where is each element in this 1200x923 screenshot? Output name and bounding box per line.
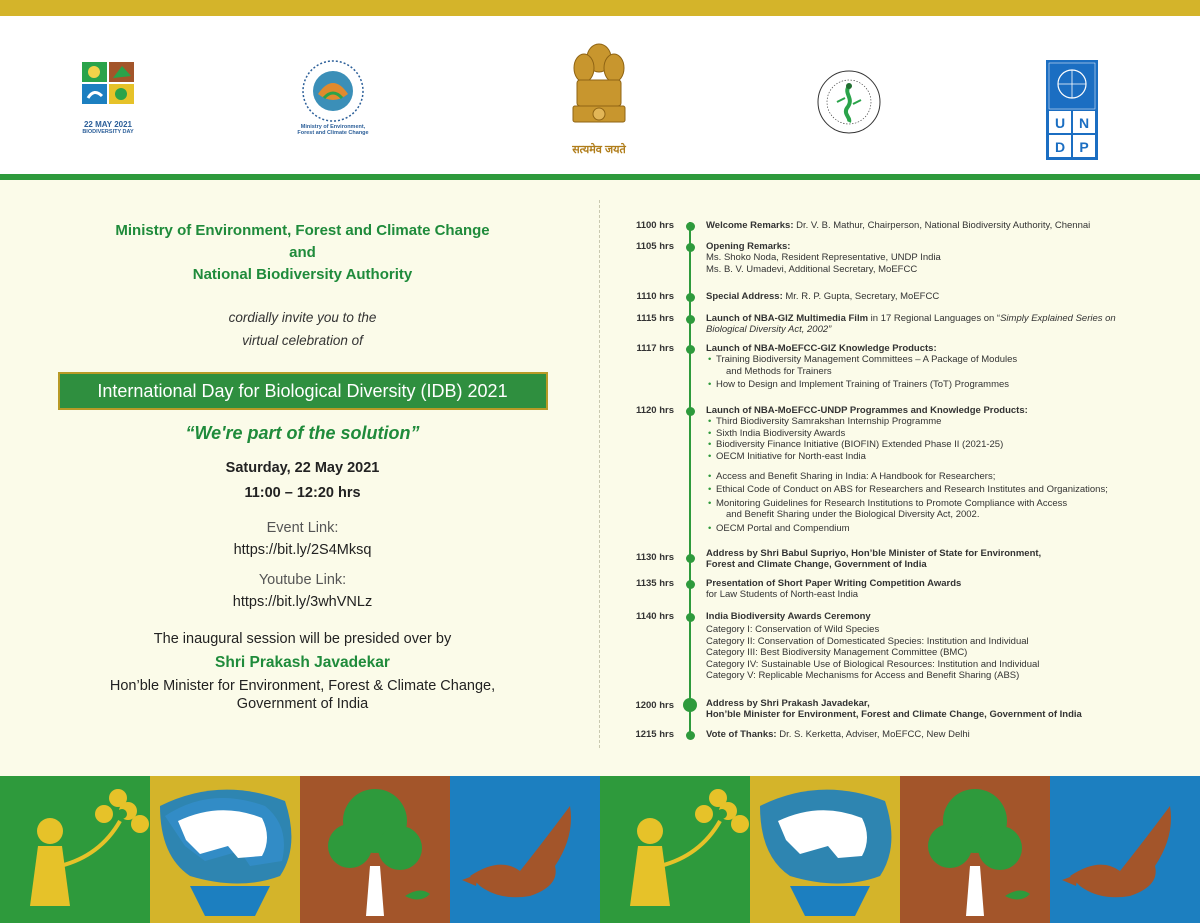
item-bullet: • OECM Initiative for North-east India xyxy=(706,451,1196,462)
item-line: Forest and Climate Change, Government of India xyxy=(706,559,927,571)
award-category: Category I: Conservation of Wild Species xyxy=(706,624,880,636)
moefcc-caption-2: Forest and Climate Change xyxy=(297,130,369,137)
item-time: 1110 hrs xyxy=(636,291,674,302)
timeline-dot xyxy=(686,222,695,231)
item-time: 1135 hrs xyxy=(635,578,674,589)
item-line: Ms. Shoko Noda, Resident Representative, UNDP India xyxy=(706,252,941,264)
invite-line-1: cordially invite you to the xyxy=(228,310,377,325)
event-link[interactable]: https://bit.ly/2S4Mksq xyxy=(233,542,372,558)
idb-logo-name: BIODIVERSITY DAY xyxy=(82,129,134,135)
item-time: 1200 hrs xyxy=(635,700,674,711)
event-time: 11:00 – 12:20 hrs xyxy=(244,485,361,501)
item-text: Dr. V. B. Mathur, Chairperson, National Biodiversity Authority, Chennai xyxy=(793,220,1091,231)
column-divider xyxy=(599,200,600,748)
award-category: Category IV: Sustainable Use of Biological Resources: Institution and Individual xyxy=(706,658,1040,670)
award-category: Category V: Replicable Mechanisms for Access and Benefit Sharing (ABS) xyxy=(706,670,1020,682)
item-title: Welcome Remarks: xyxy=(706,220,794,231)
item-italic: Biological Diversity Act, 2002” xyxy=(706,324,832,336)
item-title: Launch of NBA-MoEFCC-UNDP Programmes and Knowledge Products: xyxy=(706,405,1028,416)
presider-title-1: Hon’ble Minister for Environment, Forest & Climate Change, xyxy=(109,678,496,694)
item-title: Launch of NBA-GIZ Multimedia Film xyxy=(706,313,869,324)
timeline-dot xyxy=(686,613,695,622)
idb-logo-date: 22 MAY 2021 xyxy=(83,120,133,129)
biodiversity-artwork xyxy=(0,776,1200,923)
item-bullet-cont: and Methods for Trainers xyxy=(726,365,832,377)
item-time: 1140 hrs xyxy=(635,611,674,622)
item-line: Hon’ble Minister for Environment, Forest and Climate Change, Government of India xyxy=(706,709,1082,721)
presider-title-2: Government of India xyxy=(236,696,369,712)
invite-line-2: virtual celebration of xyxy=(242,333,363,348)
invitation-panel xyxy=(40,200,565,713)
item-line: Ms. B. V. Umadevi, Additional Secretary, MoEFCC xyxy=(706,263,918,275)
undp-letter-p: P xyxy=(1079,139,1089,155)
event-title-banner: International Day for Biological Diversity (IDB) 2021 xyxy=(58,372,548,410)
item-bullet: • Access and Benefit Sharing in India: A Handbook for Researchers; xyxy=(706,471,1196,482)
item-time: 1100 hrs xyxy=(635,220,674,231)
undp-letter-n: N xyxy=(1078,115,1090,131)
org-line-1: Ministry of Environment, Forest and Climate Change xyxy=(115,222,490,239)
org-line-2: and xyxy=(289,244,316,261)
item-bullet: • Third Biodiversity Samrakshan Internship Programme xyxy=(706,416,1196,427)
timeline-dot xyxy=(686,293,695,302)
item-time: 1105 hrs xyxy=(635,241,674,252)
undp-mark-icon xyxy=(1046,60,1098,160)
presided-text: The inaugural session will be presided over by xyxy=(153,631,452,647)
item-text: Dr. S. Kerketta, Adviser, MoEFCC, New Delhi xyxy=(776,729,970,740)
item-time: 1215 hrs xyxy=(635,729,674,740)
undp-letter-u: U xyxy=(1054,115,1066,131)
item-title: India Biodiversity Awards Ceremony xyxy=(706,611,871,622)
item-bullet: • How to Design and Implement Training of Trainers (ToT) Programmes xyxy=(706,379,1196,390)
award-category: Category II: Conservation of Domesticated Species: Institution and Individual xyxy=(706,635,1029,647)
item-time: 1115 hrs xyxy=(636,313,674,324)
item-title: Special Address: xyxy=(706,291,783,302)
presider-name: Shri Prakash Javadekar xyxy=(215,654,390,671)
item-bullet: • Ethical Code of Conduct on ABS for Researchers and Research Institutes and Organizations; xyxy=(706,484,1196,495)
nba-logo xyxy=(814,68,884,136)
moefcc-logo xyxy=(296,58,370,137)
award-category: Category III: Best Biodiversity Management Committee (BMC) xyxy=(706,647,968,659)
timeline-dot xyxy=(686,731,695,740)
item-italic: Simply Explained Series on xyxy=(1000,313,1116,324)
timeline-dot xyxy=(686,407,695,416)
timeline-dot xyxy=(683,698,697,712)
logo-band xyxy=(0,16,1200,174)
timeline-dot xyxy=(686,345,695,354)
artwork-set-2 xyxy=(600,776,1200,923)
lion-capital-icon xyxy=(567,40,631,140)
event-date: Saturday, 22 May 2021 xyxy=(225,460,380,476)
moefcc-emblem-icon xyxy=(300,58,366,124)
idb-logo-icon xyxy=(80,60,136,120)
timeline-dot xyxy=(686,554,695,563)
item-text: in 17 Regional Languages on “ xyxy=(868,313,1001,324)
item-title: Vote of Thanks: xyxy=(706,729,777,740)
item-title: Opening Remarks: xyxy=(706,241,791,252)
item-bullet: • OECM Portal and Compendium xyxy=(706,523,1196,534)
undp-letter-d: D xyxy=(1054,139,1066,155)
timeline-dot xyxy=(686,315,695,324)
national-emblem xyxy=(556,40,642,157)
timeline-dot xyxy=(686,243,695,252)
item-line: Address by Shri Prakash Javadekar, xyxy=(706,698,870,709)
artwork-set-1 xyxy=(0,776,600,923)
header-green-line xyxy=(0,174,1200,180)
item-text: Mr. R. P. Gupta, Secretary, MoEFCC xyxy=(782,291,940,302)
item-title: Launch of NBA-MoEFCC-GIZ Knowledge Products: xyxy=(706,343,937,354)
nba-emblem-icon xyxy=(815,68,883,136)
youtube-link[interactable]: https://bit.ly/3whVNLz xyxy=(232,594,373,610)
item-time: 1130 hrs xyxy=(635,552,674,563)
item-bullet: • Training Biodiversity Management Committees – A Package of Modules xyxy=(706,354,1196,365)
item-bullet: • Monitoring Guidelines for Research Institutions to Promote Compliance with Access xyxy=(706,498,1196,509)
idb-2021-logo xyxy=(80,60,136,135)
event-link-label: Event Link: xyxy=(266,520,339,536)
item-bullet-cont: and Benefit Sharing under the Biological Diversity Act, 2002. xyxy=(726,509,980,521)
item-time: 1120 hrs xyxy=(635,405,674,416)
moefcc-caption-1: Ministry of Environment, xyxy=(300,124,366,130)
tagline: “We're part of the solution” xyxy=(185,423,420,443)
item-bullet: • Biodiversity Finance Initiative (BIOFIN) Extended Phase II (2021-25) xyxy=(706,439,1196,450)
undp-logo xyxy=(1046,60,1098,160)
bottom-artwork-band xyxy=(0,776,1200,923)
top-gold-stripe xyxy=(0,0,1200,16)
item-title: Presentation of Short Paper Writing Competition Awards xyxy=(706,578,962,589)
emblem-motto: सत्यमेव जयते xyxy=(572,144,626,156)
timeline-dot xyxy=(686,580,695,589)
item-bullet: • Sixth India Biodiversity Awards xyxy=(706,428,1196,439)
item-line: for Law Students of North-east India xyxy=(706,589,859,601)
item-time: 1117 hrs xyxy=(636,343,674,354)
org-line-3: National Biodiversity Authority xyxy=(192,266,413,283)
youtube-link-label: Youtube Link: xyxy=(258,572,347,588)
item-line: Address by Shri Babul Supriyo, Hon’ble Minister of State for Environment, xyxy=(706,548,1042,559)
